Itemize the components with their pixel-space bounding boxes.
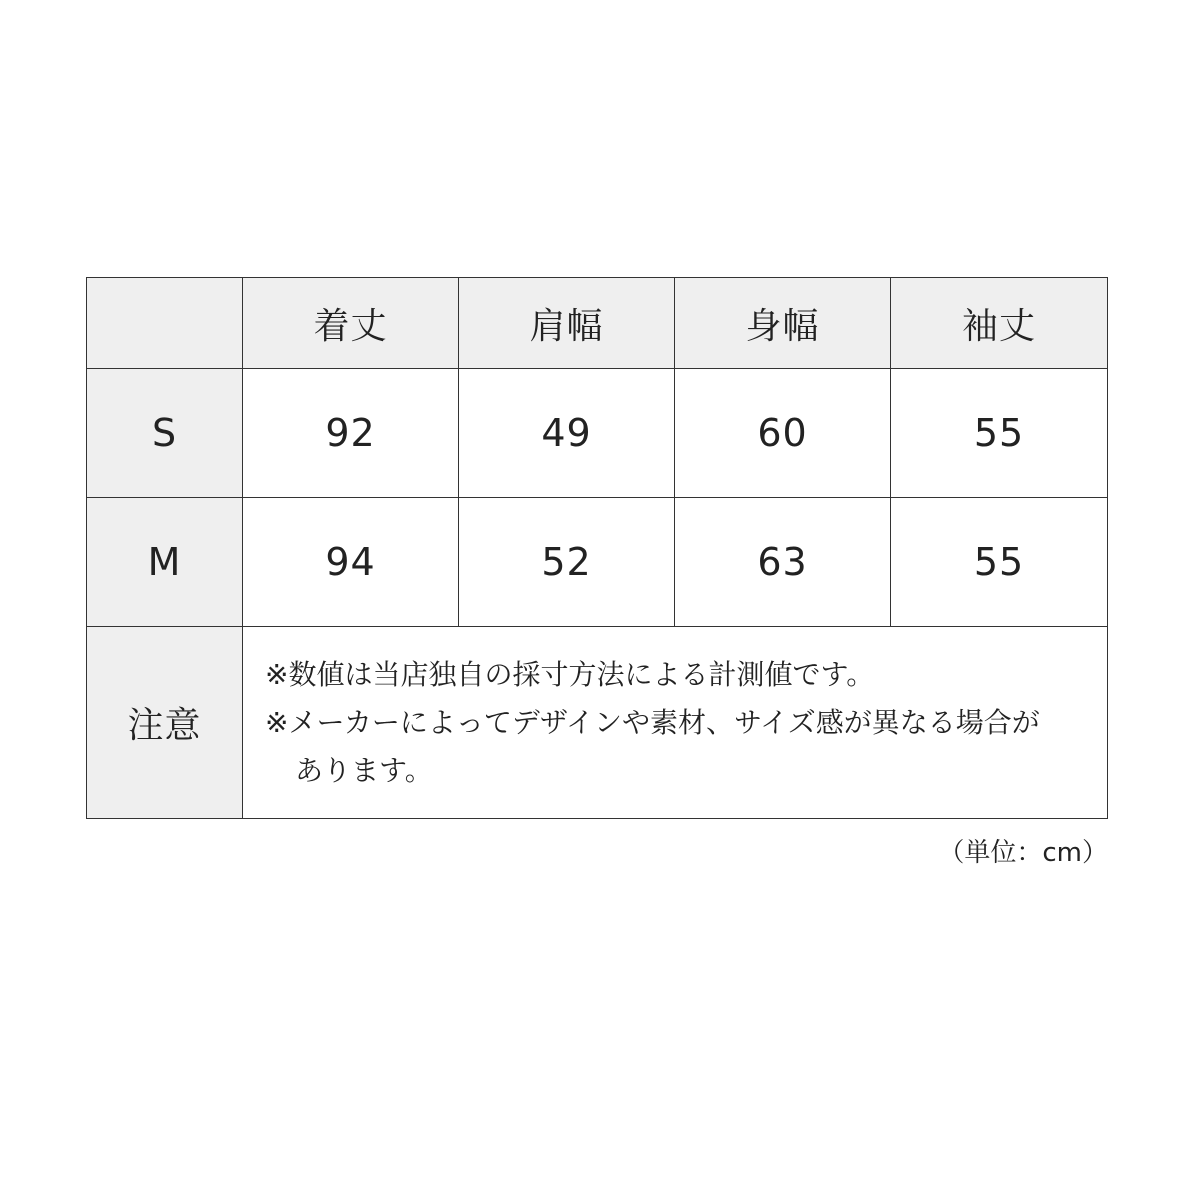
row-header-size-m: M (87, 498, 243, 627)
table-cell: 94 (243, 498, 459, 627)
column-header-sleeve: 袖丈 (891, 278, 1108, 369)
note-text (243, 627, 1108, 819)
table-cell: 49 (459, 369, 675, 498)
table-row (87, 369, 1108, 498)
column-header-shoulder: 肩幅 (459, 278, 675, 369)
row-header-size-s: S (87, 369, 243, 498)
column-header-length: 着丈 (243, 278, 459, 369)
corner-cell (87, 278, 243, 369)
note-line-3: あります。 (295, 753, 433, 787)
table-cell: 52 (459, 498, 675, 627)
unit-label: （単位：cm） (938, 838, 1108, 868)
table-cell: 55 (891, 369, 1108, 498)
size-chart-table (86, 277, 1108, 819)
table-cell: 60 (675, 369, 891, 498)
note-row (87, 627, 1108, 819)
header-row (87, 278, 1108, 369)
table-cell: 92 (243, 369, 459, 498)
table-row (87, 498, 1108, 627)
column-header-width: 身幅 (675, 278, 891, 369)
note-label: 注意 (87, 627, 243, 819)
note-line-1: ※数値は当店独自の採寸方法による計測値です。 (265, 657, 875, 691)
table-cell: 55 (891, 498, 1108, 627)
note-line-2: ※メーカーによってデザインや素材、サイズ感が異なる場合が (265, 705, 1040, 739)
table-cell: 63 (675, 498, 891, 627)
